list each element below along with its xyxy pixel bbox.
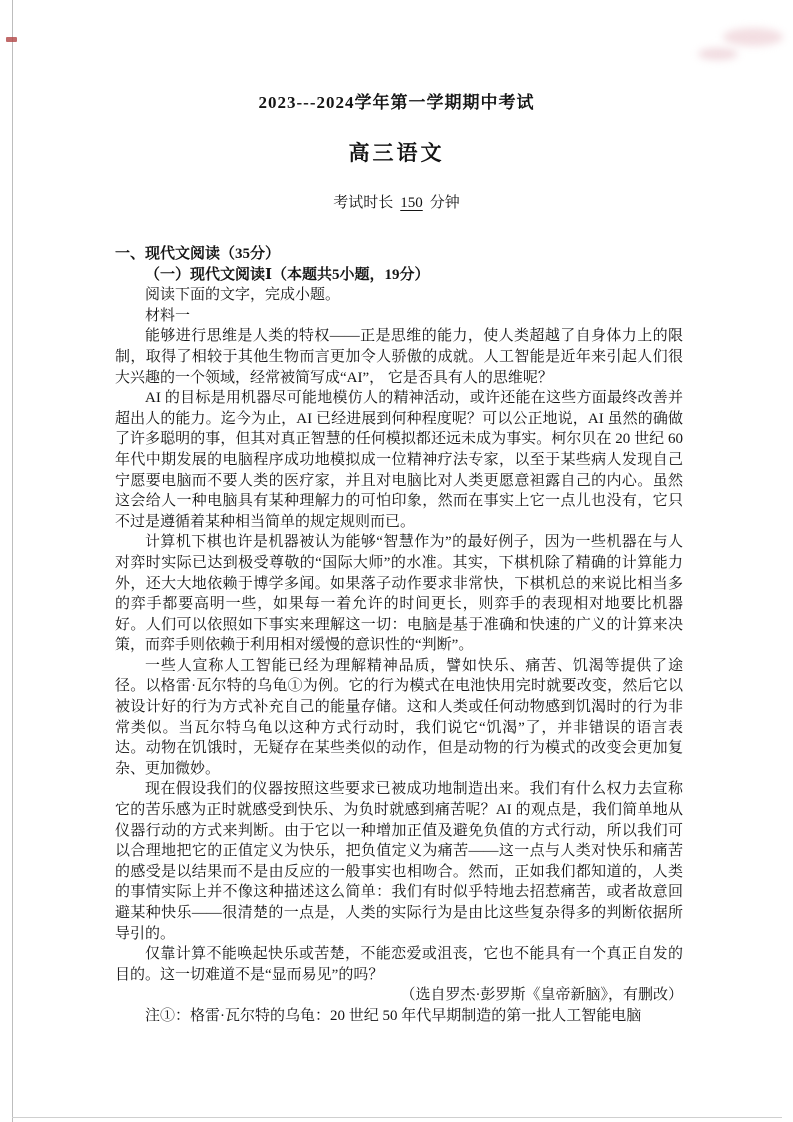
paragraph-4: 一些人宣称人工智能已经为理解精神品质，譬如快乐、痛苦、饥渴等提供了途径。以格雷·瓦尔特的乌龟①为例。它的行为模式在电池快用完时就要改变，然后它以被设计好的行为方式补充自己的能量存储。这和人类或任何动物感到饥渴时的行为非常类似。当瓦尔特乌龟以这种方式行动时，我们说它“饥渴”了，并非错误的语言表达。动物在饥饿时，无疑存在某些类似的动作，但是动物的行为模式的改变会更加复杂、更加微妙。 <box>115 657 683 777</box>
duration-suffix: 分钟 <box>429 195 460 211</box>
paragraph-1: 能够进行思维是人类的特权——正是思维的能力，使人类超越了自身体力上的限制，取得了相较于其他生物而言更加令人骄傲的成就。人工智能是近年来引起人们很大兴趣的一个领域，经常被简写成“AI”， 它是否具有人的思维呢？ <box>115 328 683 386</box>
footnote: 注①：格雷·瓦尔特的乌龟：20 世纪 50 年代早期制造的第一批人工智能电脑 <box>145 1007 642 1024</box>
section-heading: 一、现代文阅读（35分） <box>115 246 281 262</box>
scan-artifact-pink <box>723 28 783 46</box>
duration-prefix: 考试时长 <box>333 195 394 211</box>
subsection-heading: （一）现代文阅读Ⅰ（本题共5小题，19分） <box>145 266 430 283</box>
duration-value: 150 <box>400 195 423 211</box>
exam-duration <box>0 191 793 212</box>
page-border-bottom <box>12 1117 782 1118</box>
paragraph-6: 仅靠计算不能唤起快乐或苦楚，不能恋爱或沮丧，它也不能具有一个真正自发的目的。这一切难道不是“显而易见”的吗？ <box>115 946 683 983</box>
reading-instruction: 阅读下面的文字，完成小题。 <box>145 287 341 304</box>
source-attribution: （选自罗杰·彭罗斯《皇帝新脑》，有删改） <box>400 987 683 1004</box>
exam-body <box>115 244 683 1027</box>
exam-title: 2023---2024学年第一学期期中考试 <box>258 93 535 112</box>
page-border-left <box>12 0 13 1122</box>
exam-subject: 高三语文 <box>348 141 445 165</box>
paragraph-2: AI 的目标是用机器尽可能地模仿人的精神活动，或许还能在这些方面最终改善并超出人的能力。迄今为止，AI 已经进展到何种程度呢？可以公正地说，AI 虽然的确做了许多聪明的事，但其对真正智慧的任何模拟都还远未成为事实。柯尔贝在 20 世纪 60 年代中期发展的电脑程序成功地模拟成一位精神疗法专家，以至于某些病人发现自己宁愿要电脑而不要人类的医疗家，并且对电脑比对人类更愿意袒露自己的内心。虽然这会给人一种电脑具有某种理解力的可怕印象，然而在事实上它一点儿也没有，它只不过是遵循着某种相当简单的规定规则而已。 <box>115 390 683 530</box>
paragraph-3: 计算机下棋也许是机器被认为能够“智慧作为”的最好例子，因为一些机器在与人对弈时实际已达到极受尊敬的“国际大师”的水准。其实，下棋机除了精确的计算能力外，还大大地依赖于博学多闻。如果落子动作要求非常快，下棋机总的来说比相当多的弈手都要高明一些，如果每一着允许的时间更长，则弈手的表现相对地要比机器好。人们可以依照如下事实来理解这一切：电脑是基于准确和快速的广义的计算来决策，而弈手则依赖于利用相对缓慢的意识性的“判断”。 <box>115 534 683 654</box>
scan-artifact-pink <box>698 48 738 60</box>
exam-header <box>0 0 793 212</box>
material-label: 材料一 <box>145 307 191 324</box>
scan-artifact-red <box>6 37 17 42</box>
paragraph-5: 现在假设我们的仪器按照这些要求已被成功地制造出来。我们有什么权力去宣称它的苦乐感为正时就感受到快乐、为负时就感到痛苦呢？AI 的观点是，我们简单地从仪器行动的方式来判断。由于它以一种增加正值及避免负值的方式行动，所以我们可以合理地把它的正值定义为快乐，把负值定义为痛苦——这一点与人类对快乐和痛苦的感受是以结果而不是由反应的一般事实也相吻合。然而，正如我们都知道的，人类的事情实际上并不像这种描述这么简单：我们有时似乎特地去招惹痛苦，或者故意回避某种快乐——很清楚的一点是，人类的实际行为是由比这些复杂得多的判断依据所导引的。 <box>115 781 683 942</box>
